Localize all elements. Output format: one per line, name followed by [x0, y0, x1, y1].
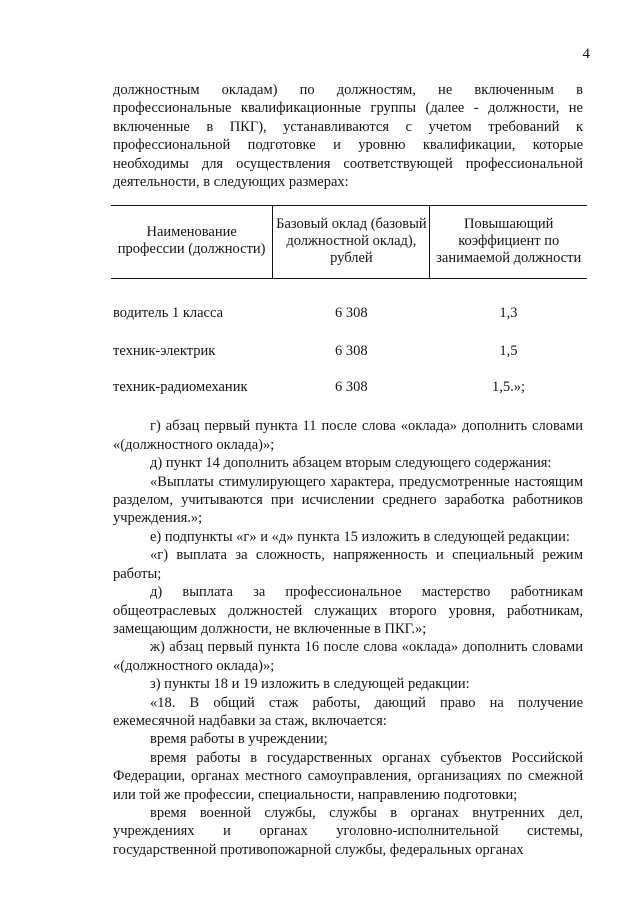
- cell-profession: техник-электрик: [113, 342, 216, 359]
- table-header-row: [111, 206, 587, 279]
- intro-paragraph: должностным окладам) по должностям, не включенным в профессиональные квалификационные группы (далее - должности, не включенные в ПКГ), устанавливаются с учетом требований к профессиональной подготовке и уровню квалификации, которые необходимы для осуществления соответствующей профессиональной деятельности, в следующих размерах:: [113, 82, 583, 191]
- page-number: 4: [582, 46, 590, 62]
- paragraph: г) абзац первый пункта 11 после слова «оклада» дополнить словами «(должностного оклада)»;: [113, 418, 583, 453]
- paragraph: е) подпункты «г» и «д» пункта 15 изложить в следующей редакции:: [150, 528, 570, 545]
- table-row: [111, 279, 587, 334]
- paragraph: время работы в учреждении;: [150, 731, 328, 748]
- cell-profession: водитель 1 класса: [113, 304, 224, 321]
- amendments-text: [113, 417, 583, 859]
- paragraph: д) выплата за профессиональное мастерство работникам общеотраслевых должностей служащих второго уровня, работникам, замещающим должности, не включенные в ПКГ.»;: [113, 584, 583, 637]
- cell-base-salary: 6 308: [335, 342, 368, 359]
- paragraph: ж) абзац первый пункта 16 после слова «оклада» дополнить словами «(должностного оклада)»;: [113, 639, 583, 674]
- header-base-salary: Базовый оклад (базовый должностной оклад), рублей: [273, 206, 430, 279]
- paragraph: «Выплаты стимулирующего характера, предусмотренные настоящим разделом, учитываются при исчислении среднего заработка работников учреждения.»;: [113, 473, 583, 527]
- cell-base-salary: 6 308: [335, 378, 368, 395]
- cell-coefficient: 1,5: [499, 342, 518, 359]
- salary-table: [111, 205, 587, 405]
- paragraph: д) пункт 14 дополнить абзацем вторым следующего содержания:: [150, 455, 552, 472]
- cell-coefficient: 1,3: [499, 304, 518, 321]
- document-body: [113, 81, 583, 859]
- header-coefficient: Повышающий коэффициент по занимаемой должности: [430, 206, 587, 279]
- paragraph: время военной службы, службы в органах внутренних дел, учреждениях и органах уголовно-исполнительной системы, государственной противопожарной службы, федеральных органах: [113, 804, 583, 858]
- table-row: [111, 333, 587, 369]
- cell-base-salary: 6 308: [335, 304, 368, 321]
- paragraph: время работы в государственных органах субъектов Российской Федерации, органах местного самоуправления, организациях по смежной или той же профессии, специальности, направлению подготовки;: [113, 749, 583, 803]
- paragraph: з) пункты 18 и 19 изложить в следующей редакции:: [150, 676, 470, 693]
- paragraph: «г) выплата за сложность, напряженность и специальный режим работы;: [113, 547, 583, 582]
- cell-profession: техник-радиомеханик: [113, 378, 248, 395]
- cell-coefficient: 1,5.»;: [491, 378, 525, 395]
- header-profession: Наименование профессии (должности): [111, 206, 273, 279]
- table-row: [111, 369, 587, 405]
- paragraph: «18. В общий стаж работы, дающий право на получение ежемесячной надбавки за стаж, включается:: [113, 694, 583, 729]
